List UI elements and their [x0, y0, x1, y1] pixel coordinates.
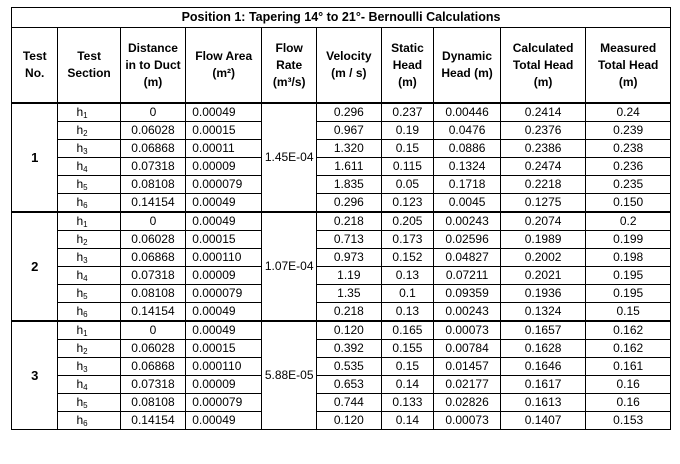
dynamic-head-cell: 0.02596 [434, 231, 501, 249]
static-head-cell: 0.14 [381, 412, 434, 430]
static-head-cell: 0.205 [381, 212, 434, 231]
section-symbol: h [76, 250, 84, 264]
distance-cell: 0.06028 [120, 340, 185, 358]
section-subscript: 4 [83, 383, 88, 392]
section-subscript: 4 [83, 165, 88, 174]
table-body [12, 103, 671, 430]
dynamic-head-cell: 0.00073 [434, 321, 501, 340]
section-subscript: 6 [83, 310, 88, 319]
dynamic-head-cell: 0.07211 [434, 267, 501, 285]
calculated-total-head-cell: 0.2376 [500, 122, 586, 140]
section-symbol: h [76, 377, 84, 391]
flow-area-cell: 0.00009 [186, 376, 262, 394]
distance-cell: 0 [120, 321, 185, 340]
dynamic-head-cell: 0.01457 [434, 358, 501, 376]
section-symbol: h [76, 123, 84, 137]
table-row [12, 358, 671, 376]
measured-total-head-cell: 0.199 [586, 231, 671, 249]
static-head-cell: 0.133 [381, 394, 434, 412]
static-head-cell: 0.1 [381, 285, 434, 303]
header-velocity: Velocity (m / s) [317, 28, 381, 104]
static-head-cell: 0.237 [381, 103, 434, 122]
test-section-cell [58, 267, 120, 285]
section-subscript: 2 [83, 347, 88, 356]
velocity-cell: 0.392 [317, 340, 381, 358]
table-row [12, 376, 671, 394]
dynamic-head-cell: 0.1324 [434, 158, 501, 176]
header-measured-total-head: Measured Total Head (m) [586, 28, 671, 104]
calculated-total-head-cell: 0.1657 [500, 321, 586, 340]
dynamic-head-cell: 0.02826 [434, 394, 501, 412]
measured-total-head-cell: 0.236 [586, 158, 671, 176]
header-static-head: Static Head (m) [381, 28, 434, 104]
table-row [12, 231, 671, 249]
measured-total-head-cell: 0.235 [586, 176, 671, 194]
distance-cell: 0.14154 [120, 412, 185, 430]
flow-area-cell: 0.00049 [186, 212, 262, 231]
header-flow-rate: Flow Rate (m³/s) [262, 28, 317, 104]
table-row [12, 412, 671, 430]
distance-cell: 0.06868 [120, 358, 185, 376]
section-symbol: h [76, 177, 84, 191]
measured-total-head-cell: 0.153 [586, 412, 671, 430]
table-row [12, 285, 671, 303]
velocity-cell: 1.19 [317, 267, 381, 285]
section-symbol: h [76, 141, 84, 155]
static-head-cell: 0.123 [381, 194, 434, 213]
calculated-total-head-cell: 0.2218 [500, 176, 586, 194]
distance-cell: 0.08108 [120, 176, 185, 194]
table-row [12, 158, 671, 176]
calculated-total-head-cell: 0.2474 [500, 158, 586, 176]
test-section-cell [58, 303, 120, 322]
test-section-cell [58, 103, 120, 122]
distance-cell: 0.07318 [120, 267, 185, 285]
section-subscript: 6 [83, 201, 88, 210]
flow-rate-cell: 1.45E-04 [262, 103, 317, 212]
section-symbol: h [76, 359, 84, 373]
measured-total-head-cell: 0.2 [586, 212, 671, 231]
section-subscript: 3 [83, 256, 88, 265]
test-section-cell [58, 412, 120, 430]
velocity-cell: 0.744 [317, 394, 381, 412]
flow-area-cell: 0.00009 [186, 267, 262, 285]
section-subscript: 4 [83, 274, 88, 283]
static-head-cell: 0.165 [381, 321, 434, 340]
test-number-cell: 3 [12, 321, 58, 430]
header-test-section: Test Section [58, 28, 120, 104]
test-section-cell [58, 158, 120, 176]
section-symbol: h [76, 105, 84, 119]
header-calculated-total-head: Calculated Total Head (m) [500, 28, 586, 104]
flow-area-cell: 0.000079 [186, 176, 262, 194]
static-head-cell: 0.15 [381, 358, 434, 376]
section-symbol: h [76, 304, 84, 318]
section-subscript: 3 [83, 147, 88, 156]
section-symbol: h [76, 286, 84, 300]
section-subscript: 1 [83, 220, 88, 229]
velocity-cell: 0.120 [317, 412, 381, 430]
calculated-total-head-cell: 0.1628 [500, 340, 586, 358]
static-head-cell: 0.173 [381, 231, 434, 249]
header-distance: Distance in to Duct (m) [120, 28, 185, 104]
table-container [11, 7, 671, 430]
dynamic-head-cell: 0.1718 [434, 176, 501, 194]
section-subscript: 1 [83, 111, 88, 120]
dynamic-head-cell: 0.0045 [434, 194, 501, 213]
dynamic-head-cell: 0.0886 [434, 140, 501, 158]
static-head-cell: 0.19 [381, 122, 434, 140]
static-head-cell: 0.15 [381, 140, 434, 158]
test-section-cell [58, 231, 120, 249]
flow-area-cell: 0.00049 [186, 194, 262, 213]
table-row [12, 303, 671, 322]
test-section-cell [58, 394, 120, 412]
header-dynamic-head: Dynamic Head (m) [434, 28, 501, 104]
table-row [12, 340, 671, 358]
dynamic-head-cell: 0.04827 [434, 249, 501, 267]
test-section-cell [58, 376, 120, 394]
table-row [12, 321, 671, 340]
test-section-cell [58, 321, 120, 340]
distance-cell: 0.06028 [120, 231, 185, 249]
calculated-total-head-cell: 0.1613 [500, 394, 586, 412]
calculated-total-head-cell: 0.2386 [500, 140, 586, 158]
velocity-cell: 1.611 [317, 158, 381, 176]
flow-area-cell: 0.000079 [186, 285, 262, 303]
flow-area-cell: 0.00009 [186, 158, 262, 176]
measured-total-head-cell: 0.16 [586, 394, 671, 412]
distance-cell: 0.14154 [120, 303, 185, 322]
bernoulli-table [11, 7, 671, 430]
measured-total-head-cell: 0.16 [586, 376, 671, 394]
velocity-cell: 1.320 [317, 140, 381, 158]
table-row [12, 194, 671, 213]
calculated-total-head-cell: 0.2021 [500, 267, 586, 285]
static-head-cell: 0.155 [381, 340, 434, 358]
test-section-cell [58, 122, 120, 140]
velocity-cell: 0.120 [317, 321, 381, 340]
velocity-cell: 0.653 [317, 376, 381, 394]
velocity-cell: 1.35 [317, 285, 381, 303]
section-subscript: 5 [83, 401, 88, 410]
velocity-cell: 0.218 [317, 212, 381, 231]
section-subscript: 2 [83, 129, 88, 138]
static-head-cell: 0.13 [381, 303, 434, 322]
velocity-cell: 0.973 [317, 249, 381, 267]
static-head-cell: 0.115 [381, 158, 434, 176]
calculated-total-head-cell: 0.1407 [500, 412, 586, 430]
section-symbol: h [76, 395, 84, 409]
table-row [12, 103, 671, 122]
velocity-cell: 0.535 [317, 358, 381, 376]
flow-area-cell: 0.00049 [186, 412, 262, 430]
dynamic-head-cell: 0.0476 [434, 122, 501, 140]
test-section-cell [58, 140, 120, 158]
calculated-total-head-cell: 0.1617 [500, 376, 586, 394]
section-subscript: 5 [83, 183, 88, 192]
test-section-cell [58, 194, 120, 213]
section-symbol: h [76, 159, 84, 173]
test-section-cell [58, 212, 120, 231]
section-subscript: 6 [83, 419, 88, 428]
distance-cell: 0 [120, 212, 185, 231]
calculated-total-head-cell: 0.1275 [500, 194, 586, 213]
distance-cell: 0.06028 [120, 122, 185, 140]
table-row [12, 140, 671, 158]
section-symbol: h [76, 214, 84, 228]
distance-cell: 0.08108 [120, 285, 185, 303]
test-section-cell [58, 176, 120, 194]
flow-rate-cell: 1.07E-04 [262, 212, 317, 321]
static-head-cell: 0.14 [381, 376, 434, 394]
measured-total-head-cell: 0.15 [586, 303, 671, 322]
velocity-cell: 0.296 [317, 103, 381, 122]
test-section-cell [58, 340, 120, 358]
section-symbol: h [76, 413, 84, 427]
section-symbol: h [76, 232, 84, 246]
section-subscript: 5 [83, 292, 88, 301]
calculated-total-head-cell: 0.1324 [500, 303, 586, 322]
test-number-cell: 1 [12, 103, 58, 212]
calculated-total-head-cell: 0.1646 [500, 358, 586, 376]
test-section-cell [58, 285, 120, 303]
table-row [12, 212, 671, 231]
measured-total-head-cell: 0.198 [586, 249, 671, 267]
measured-total-head-cell: 0.195 [586, 267, 671, 285]
test-number-cell: 2 [12, 212, 58, 321]
distance-cell: 0.08108 [120, 394, 185, 412]
section-symbol: h [76, 195, 84, 209]
table-title: Position 1: Tapering 14° to 21°- Bernoulli Calculations [12, 8, 671, 28]
distance-cell: 0.07318 [120, 376, 185, 394]
header-flow-area: Flow Area (m²) [186, 28, 262, 104]
dynamic-head-cell: 0.00784 [434, 340, 501, 358]
table-row [12, 249, 671, 267]
measured-total-head-cell: 0.162 [586, 321, 671, 340]
distance-cell: 0.06868 [120, 140, 185, 158]
dynamic-head-cell: 0.00446 [434, 103, 501, 122]
flow-area-cell: 0.00049 [186, 103, 262, 122]
section-symbol: h [76, 341, 84, 355]
table-row [12, 122, 671, 140]
header-test-no: Test No. [12, 28, 58, 104]
dynamic-head-cell: 0.00243 [434, 212, 501, 231]
flow-rate-cell: 5.88E-05 [262, 321, 317, 430]
section-subscript: 3 [83, 365, 88, 374]
flow-area-cell: 0.000110 [186, 358, 262, 376]
distance-cell: 0.14154 [120, 194, 185, 213]
test-section-cell [58, 249, 120, 267]
measured-total-head-cell: 0.238 [586, 140, 671, 158]
flow-area-cell: 0.00015 [186, 231, 262, 249]
velocity-cell: 1.835 [317, 176, 381, 194]
calculated-total-head-cell: 0.1989 [500, 231, 586, 249]
header-row [12, 28, 671, 104]
measured-total-head-cell: 0.239 [586, 122, 671, 140]
flow-area-cell: 0.000110 [186, 249, 262, 267]
measured-total-head-cell: 0.162 [586, 340, 671, 358]
dynamic-head-cell: 0.09359 [434, 285, 501, 303]
measured-total-head-cell: 0.150 [586, 194, 671, 213]
velocity-cell: 0.296 [317, 194, 381, 213]
velocity-cell: 0.713 [317, 231, 381, 249]
section-symbol: h [76, 323, 84, 337]
distance-cell: 0.07318 [120, 158, 185, 176]
static-head-cell: 0.05 [381, 176, 434, 194]
measured-total-head-cell: 0.161 [586, 358, 671, 376]
flow-area-cell: 0.00049 [186, 303, 262, 322]
static-head-cell: 0.152 [381, 249, 434, 267]
table-row [12, 176, 671, 194]
dynamic-head-cell: 0.00243 [434, 303, 501, 322]
calculated-total-head-cell: 0.2074 [500, 212, 586, 231]
dynamic-head-cell: 0.02177 [434, 376, 501, 394]
velocity-cell: 0.967 [317, 122, 381, 140]
velocity-cell: 0.218 [317, 303, 381, 322]
measured-total-head-cell: 0.24 [586, 103, 671, 122]
flow-area-cell: 0.00011 [186, 140, 262, 158]
calculated-total-head-cell: 0.2414 [500, 103, 586, 122]
table-row [12, 394, 671, 412]
static-head-cell: 0.13 [381, 267, 434, 285]
distance-cell: 0.06868 [120, 249, 185, 267]
section-symbol: h [76, 268, 84, 282]
calculated-total-head-cell: 0.2002 [500, 249, 586, 267]
flow-area-cell: 0.000079 [186, 394, 262, 412]
measured-total-head-cell: 0.195 [586, 285, 671, 303]
flow-area-cell: 0.00049 [186, 321, 262, 340]
dynamic-head-cell: 0.00073 [434, 412, 501, 430]
table-row [12, 267, 671, 285]
test-section-cell [58, 358, 120, 376]
flow-area-cell: 0.00015 [186, 122, 262, 140]
section-subscript: 2 [83, 238, 88, 247]
section-subscript: 1 [83, 329, 88, 338]
distance-cell: 0 [120, 103, 185, 122]
calculated-total-head-cell: 0.1936 [500, 285, 586, 303]
flow-area-cell: 0.00015 [186, 340, 262, 358]
